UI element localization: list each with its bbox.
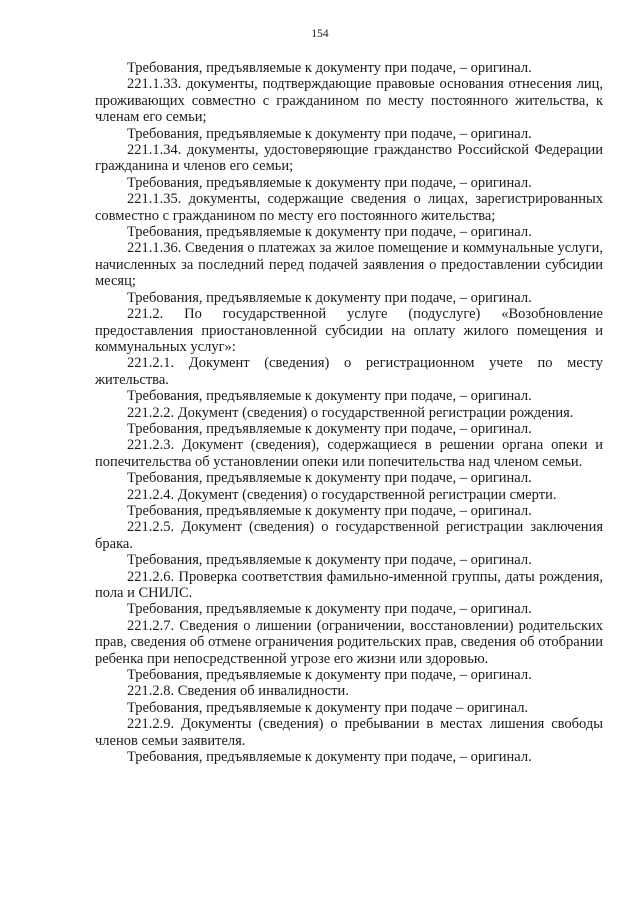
requirement-paragraph: Требования, предъявляемые к документу при подаче, – оригинал.: [127, 125, 532, 142]
requirement-paragraph: Требования, предъявляемые к документу при подаче, – оригинал.: [127, 601, 532, 618]
requirement-paragraph: Требования, предъявляемые к документу при подаче, – оригинал.: [127, 749, 532, 766]
requirement-paragraph: Требования, предъявляемые к документу при подаче, – оригинал.: [127, 60, 532, 76]
page-number: 154: [311, 28, 329, 40]
document-item-paragraph: 221.2.4. Документ (сведения) о государственной регистрации смерти.: [127, 486, 557, 503]
requirement-paragraph: Требования, предъявляемые к документу при подаче – оригинал.: [127, 699, 529, 716]
requirement-paragraph: Требования, предъявляемые к документу при подаче, – оригинал.: [127, 289, 532, 306]
requirement-paragraph: Требования, предъявляемые к документу при подаче, – оригинал.: [127, 420, 532, 437]
document-item-paragraph: 221.2.5. Документ (сведения) о государственной регистрации заключения брака.: [95, 519, 603, 552]
document-item-paragraph: 221.1.34. документы, удостоверяющие гражданство Российской Федерации гражданина и членов его семьи;: [95, 142, 603, 175]
document-item-paragraph: 221.2.2. Документ (сведения) о государственной регистрации рождения.: [127, 404, 574, 421]
document-item-paragraph: 221.1.36. Сведения о платежах за жилое помещение и коммунальные услуги, начисленных за последний перед подачей заявления о предоставлении субсидии месяц;: [95, 240, 603, 290]
requirement-paragraph: Требования, предъявляемые к документу при подаче, – оригинал.: [127, 224, 532, 241]
requirement-paragraph: Требования, предъявляемые к документу при подаче, – оригинал.: [127, 388, 532, 405]
document-item-paragraph: 221.2.9. Документы (сведения) о пребывании в местах лишения свободы членов семьи заявителя.: [95, 716, 603, 749]
document-item-paragraph: 221.2.3. Документ (сведения), содержащиеся в решении органа опеки и попечительства об установлении опеки или попечительства над членом семьи.: [95, 437, 603, 470]
requirement-paragraph: Требования, предъявляемые к документу при подаче, – оригинал.: [127, 552, 532, 569]
document-item-paragraph: 221.1.33. документы, подтверждающие правовые основания отнесения лиц, проживающих совместно с гражданином по месту постоянного жительства, к членам его семьи;: [95, 76, 603, 126]
document-item-paragraph: 221.1.35. документы, содержащие сведения о лицах, зарегистрированных совместно с гражданином по месту его постоянного жительства;: [95, 191, 603, 224]
requirement-paragraph: Требования, предъявляемые к документу при подаче, – оригинал.: [127, 174, 532, 191]
document-body: [95, 60, 603, 765]
document-item-paragraph: 221.2.6. Проверка соответствия фамильно-именной группы, даты рождения, пола и СНИЛС.: [95, 568, 603, 601]
requirement-paragraph: Требования, предъявляемые к документу при подаче, – оригинал.: [127, 470, 532, 487]
requirement-paragraph: Требования, предъявляемые к документу при подаче, – оригинал.: [127, 667, 532, 684]
document-item-paragraph: 221.2.8. Сведения об инвалидности.: [127, 683, 349, 700]
document-item-paragraph: 221.2.1. Документ (сведения) о регистрационном учете по месту жительства.: [95, 355, 603, 388]
requirement-paragraph: Требования, предъявляемые к документу при подаче, – оригинал.: [127, 502, 532, 519]
document-item-paragraph: 221.2. По государственной услуге (подуслуге) «Возобновление предоставления приостановленной субсидии на оплату жилого помещения и коммунальных услуг»:: [95, 306, 603, 355]
document-item-paragraph: 221.2.7. Сведения о лишении (ограничении, восстановлении) родительских прав, сведения об отмене ограничения родительских прав, сведения об отобрании ребенка при непосредственной угрозе его жизни или здоровью.: [95, 617, 603, 667]
